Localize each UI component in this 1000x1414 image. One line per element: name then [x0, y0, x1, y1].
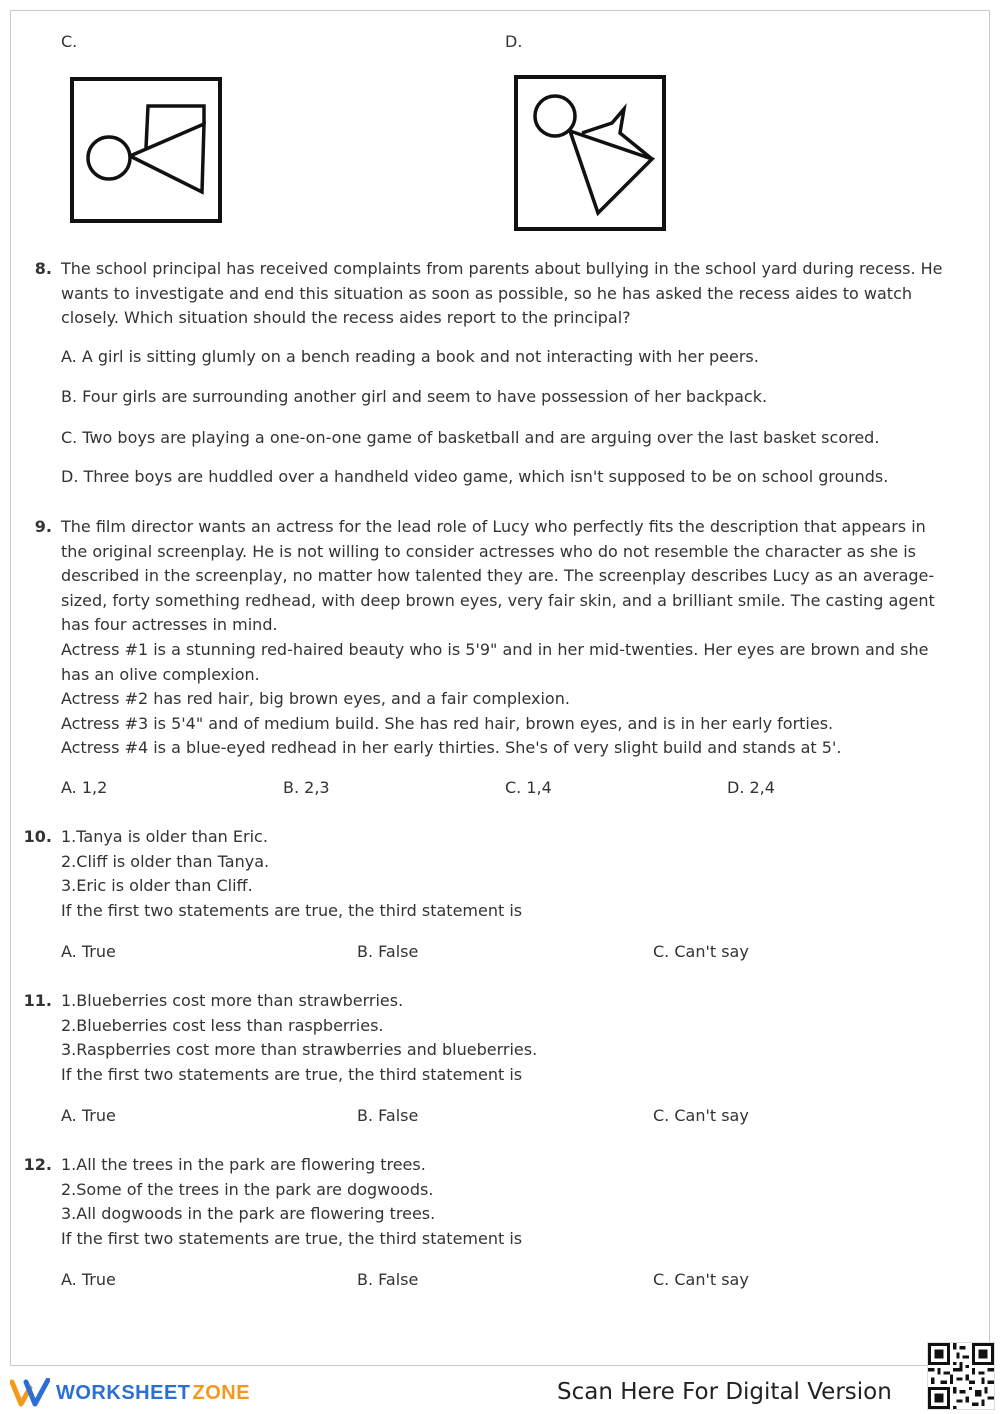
stem-line: If the first two statements are true, the third statement is — [61, 1228, 523, 1248]
q11-option-a: A. True — [61, 1106, 116, 1125]
stem-line: described in the screenplay, no matter how talented they are. The screenplay describes Lucy as an average- — [61, 566, 935, 586]
stem-line: has an olive complexion. — [61, 664, 260, 684]
question-12-stem — [61, 1153, 941, 1251]
stem-line: 3.Eric is older than Cliff. — [61, 876, 253, 896]
stem-line: 1.Blueberries cost more than strawberries. — [61, 991, 404, 1010]
stem-line: If the first two statements are true, the third statement is — [61, 900, 523, 920]
stem-line: sized, forty something redhead, with deep brown eyes, very fair skin, and a brilliant smile. The casting agent — [61, 590, 935, 610]
logo-text-worksheet: WORKSHEET — [56, 1381, 191, 1404]
question-number-9: 9. — [34, 517, 52, 536]
question-10-stem — [61, 825, 941, 923]
stem-line: 2.Cliff is older than Tanya. — [61, 851, 270, 871]
stem-line: The school principal has received complaints from parents about bullying in the school yard during recess. He — [61, 259, 943, 278]
question-number-11: 11. — [23, 991, 52, 1010]
stem-line: 1.Tanya is older than Eric. — [61, 827, 268, 846]
stem-line: 3.All dogwoods in the park are flowering trees. — [61, 1204, 436, 1224]
q8-option-a: A. A girl is sitting glumly on a bench reading a book and not interacting with her peers. — [61, 347, 759, 366]
q10-option-a: A. True — [61, 942, 116, 961]
qr-code-icon[interactable] — [927, 1342, 995, 1410]
question-number-10: 10. — [23, 827, 52, 846]
q9-option-a: A. 1,2 — [61, 778, 108, 797]
question-number-12: 12. — [23, 1155, 52, 1174]
q10-option-b: B. False — [357, 942, 419, 961]
stem-line: 2.Blueberries cost less than raspberries. — [61, 1015, 384, 1035]
stem-line: wants to investigate and end this situation as soon as possible, so he has asked the recess aides to watch — [61, 283, 912, 303]
stem-line: The film director wants an actress for the lead role of Lucy who perfectly fits the description that appears in — [61, 517, 926, 536]
q12-option-c: C. Can't say — [653, 1270, 749, 1289]
q11-option-c: C. Can't say — [653, 1106, 749, 1125]
stem-line: 3.Raspberries cost more than strawberries and blueberries. — [61, 1040, 538, 1060]
q9-option-b: B. 2,3 — [283, 778, 330, 797]
question-number-8: 8. — [34, 259, 52, 278]
scan-digital-version-text: Scan Here For Digital Version — [557, 1379, 892, 1405]
stem-line: Actress #2 has red hair, big brown eyes, and a fair complexion. — [61, 689, 570, 709]
logo-w-icon — [10, 1378, 50, 1408]
stem-line: Actress #1 is a stunning red-haired beauty who is 5'9" and in her mid-twenties. Her eyes are brown and she — [61, 639, 929, 659]
figure-c-image — [68, 76, 224, 224]
q8-option-c: C. Two boys are playing a one-on-one game of basketball and are arguing over the last basket scored. — [61, 428, 880, 447]
q12-option-a: A. True — [61, 1270, 116, 1289]
q10-option-c: C. Can't say — [653, 942, 749, 961]
q9-option-d: D. 2,4 — [727, 778, 775, 797]
figure-d-image — [512, 73, 668, 233]
figure-label-c: C. — [61, 32, 78, 51]
stem-line: has four actresses in mind. — [61, 615, 278, 635]
stem-line: 2.Some of the trees in the park are dogwoods. — [61, 1179, 434, 1199]
q8-option-b: B. Four girls are surrounding another girl and seem to have possession of her backpack. — [61, 387, 768, 406]
stem-line: the original screenplay. He is not willing to consider actresses who do not resemble the character as she is — [61, 541, 917, 561]
question-11-stem — [61, 989, 941, 1087]
question-8-stem — [61, 257, 941, 331]
stem-line: closely. Which situation should the recess aides report to the principal? — [61, 308, 631, 328]
worksheetzone-logo[interactable] — [10, 1376, 250, 1410]
stem-line: Actress #3 is 5'4" and of medium build. She has red hair, brown eyes, and is in her early forties. — [61, 713, 834, 733]
q11-option-b: B. False — [357, 1106, 419, 1125]
stem-line: If the first two statements are true, the third statement is — [61, 1064, 523, 1084]
q12-option-b: B. False — [357, 1270, 419, 1289]
logo-text-zone: ZONE — [192, 1381, 251, 1404]
stem-line: Actress #4 is a blue-eyed redhead in her early thirties. She's of very slight build and stands at 5'. — [61, 738, 842, 758]
q9-option-c: C. 1,4 — [505, 778, 552, 797]
question-9-stem — [61, 515, 941, 761]
stem-line: 1.All the trees in the park are flowering trees. — [61, 1155, 426, 1174]
q8-option-d: D. Three boys are huddled over a handheld video game, which isn't supposed to be on school grounds. — [61, 467, 889, 486]
figure-label-d: D. — [505, 32, 523, 51]
